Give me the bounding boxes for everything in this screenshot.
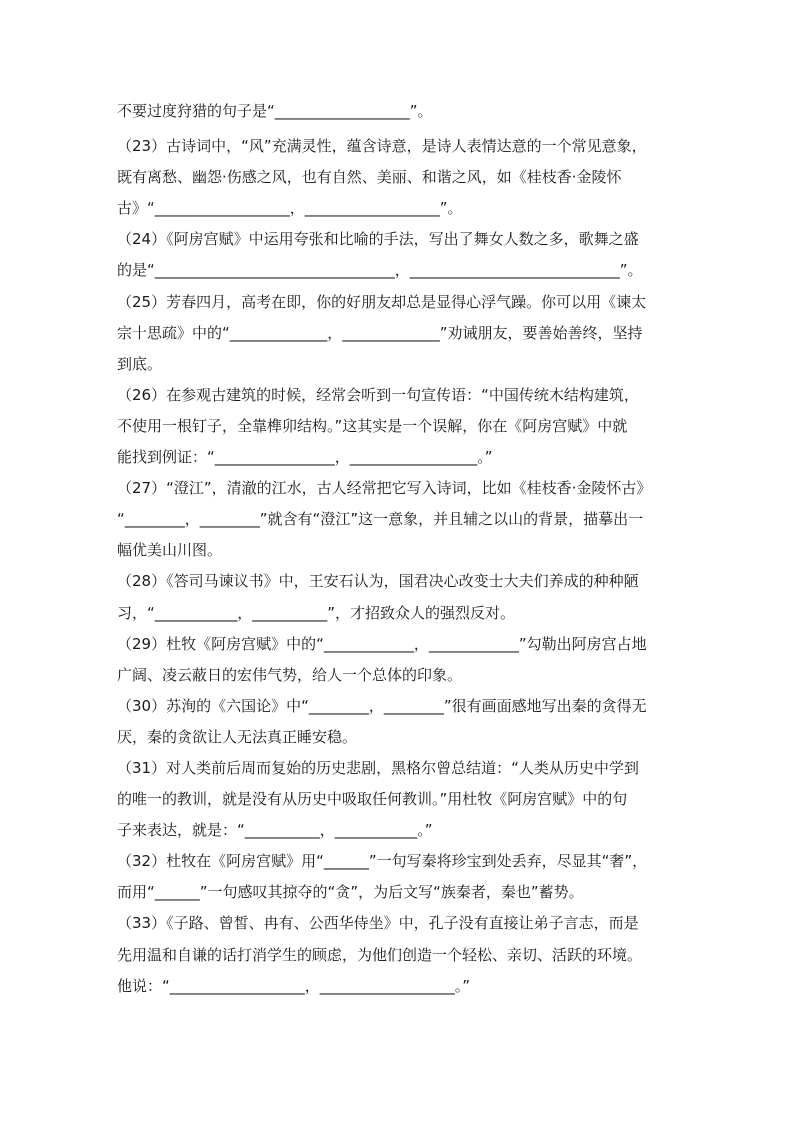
text-line: 广阔、凌云蔽日的宏伟气势，给人一个总体的印象。 <box>117 665 463 684</box>
question-29-line: （29）杜牧《阿房宫赋》中的“____________，____________”勾勒出阿房宫占地 <box>117 634 647 653</box>
question-28-line: （28）《答司马谏议书》中，王安石认为，国君决心改变士大夫们养成的种种陋 <box>117 572 639 591</box>
text-line: 既有离愁、幽怨·伤感之风，也有自然、美丽、和谐之风，如《桂枝香·金陵怀 <box>117 168 622 187</box>
question-30-line: （30）苏洵的《六国论》中“________，________”很有画面感地写出秦的贪得无 <box>117 696 647 715</box>
question-25-line: （25）芳春四月，高考在即，你的好朋友却总是显得心浮气躁。你可以用《谏太 <box>117 292 647 311</box>
question-33-line: （33）《子路、曾皙、冉有、公西华侍坐》中，孔子没有直接让弟子言志，而是 <box>117 914 639 933</box>
text-line: 不要过度狩猎的句子是“__________________”。 <box>117 102 433 120</box>
document-body <box>117 96 685 1002</box>
text-line: 到底。 <box>117 354 163 373</box>
text-line: 的是“________________________________，____________________________”。 <box>117 261 643 280</box>
text-line: 子来表达，就是：“__________，___________。” <box>117 821 433 840</box>
question-27-line: （27）“澄江”，清澈的江水，古人经常把它写入诗词，比如《桂枝香·金陵怀古》 <box>117 479 652 498</box>
text-line: 古》“__________________，__________________”。 <box>117 199 463 218</box>
text-line: “________，________”就含有“澄江”这一意象，并且辅之以山的背景，描摹出一 <box>117 510 644 529</box>
question-31-line: （31）对人类前后周而复始的历史悲剧，黑格尔曾总结道：“人类从历史中学到 <box>117 758 639 777</box>
text-line: 习，“___________，__________”，才招致众人的强烈反对。 <box>117 603 516 622</box>
question-26-line: （26）在参观古建筑的时候，经常会听到一句宣传语：“中国传统木结构建筑， <box>117 385 639 404</box>
text-line: 的唯一的教训，就是没有从历史中吸取任何教训。”用杜牧《阿房宫赋》中的句 <box>117 790 628 809</box>
text-line: 宗十思疏》中的“_____________，_____________”劝诫朋友，要善始善终，坚持 <box>117 323 643 342</box>
question-32-line: （32）杜牧在《阿房宫赋》用“______”一句写秦将珍宝到处丢弃，尽显其“奢”， <box>117 852 648 871</box>
text-line: 幅优美山川图。 <box>117 541 223 560</box>
text-line: 不使用一根钉子，全靠榫卯结构。”这其实是一个误解，你在《阿房宫赋》中就 <box>117 416 628 435</box>
text-line: 先用温和自谦的话打消学生的顾虑，为他们创造一个轻松、亲切、活跃的环境。 <box>117 945 643 964</box>
text-line: 他说：“__________________，__________________。” <box>117 976 471 995</box>
question-23-line: （23）古诗词中，“风”充满灵性，蕴含诗意，是诗人表情达意的一个常见意象， <box>117 137 647 156</box>
text-line: 厌，秦的贪欲让人无法真正睡安稳。 <box>117 727 358 746</box>
question-24-line: （24）《阿房宫赋》中运用夸张和比喻的手法，写出了舞女人数之多，歌舞之盛 <box>117 230 639 249</box>
text-line: 而用“______”一句感叹其掠夺的“贪”，为后文写“族秦者，秦也”蓄势。 <box>117 883 584 902</box>
text-line: 能找到例证：“________________，_________________。” <box>117 448 493 467</box>
